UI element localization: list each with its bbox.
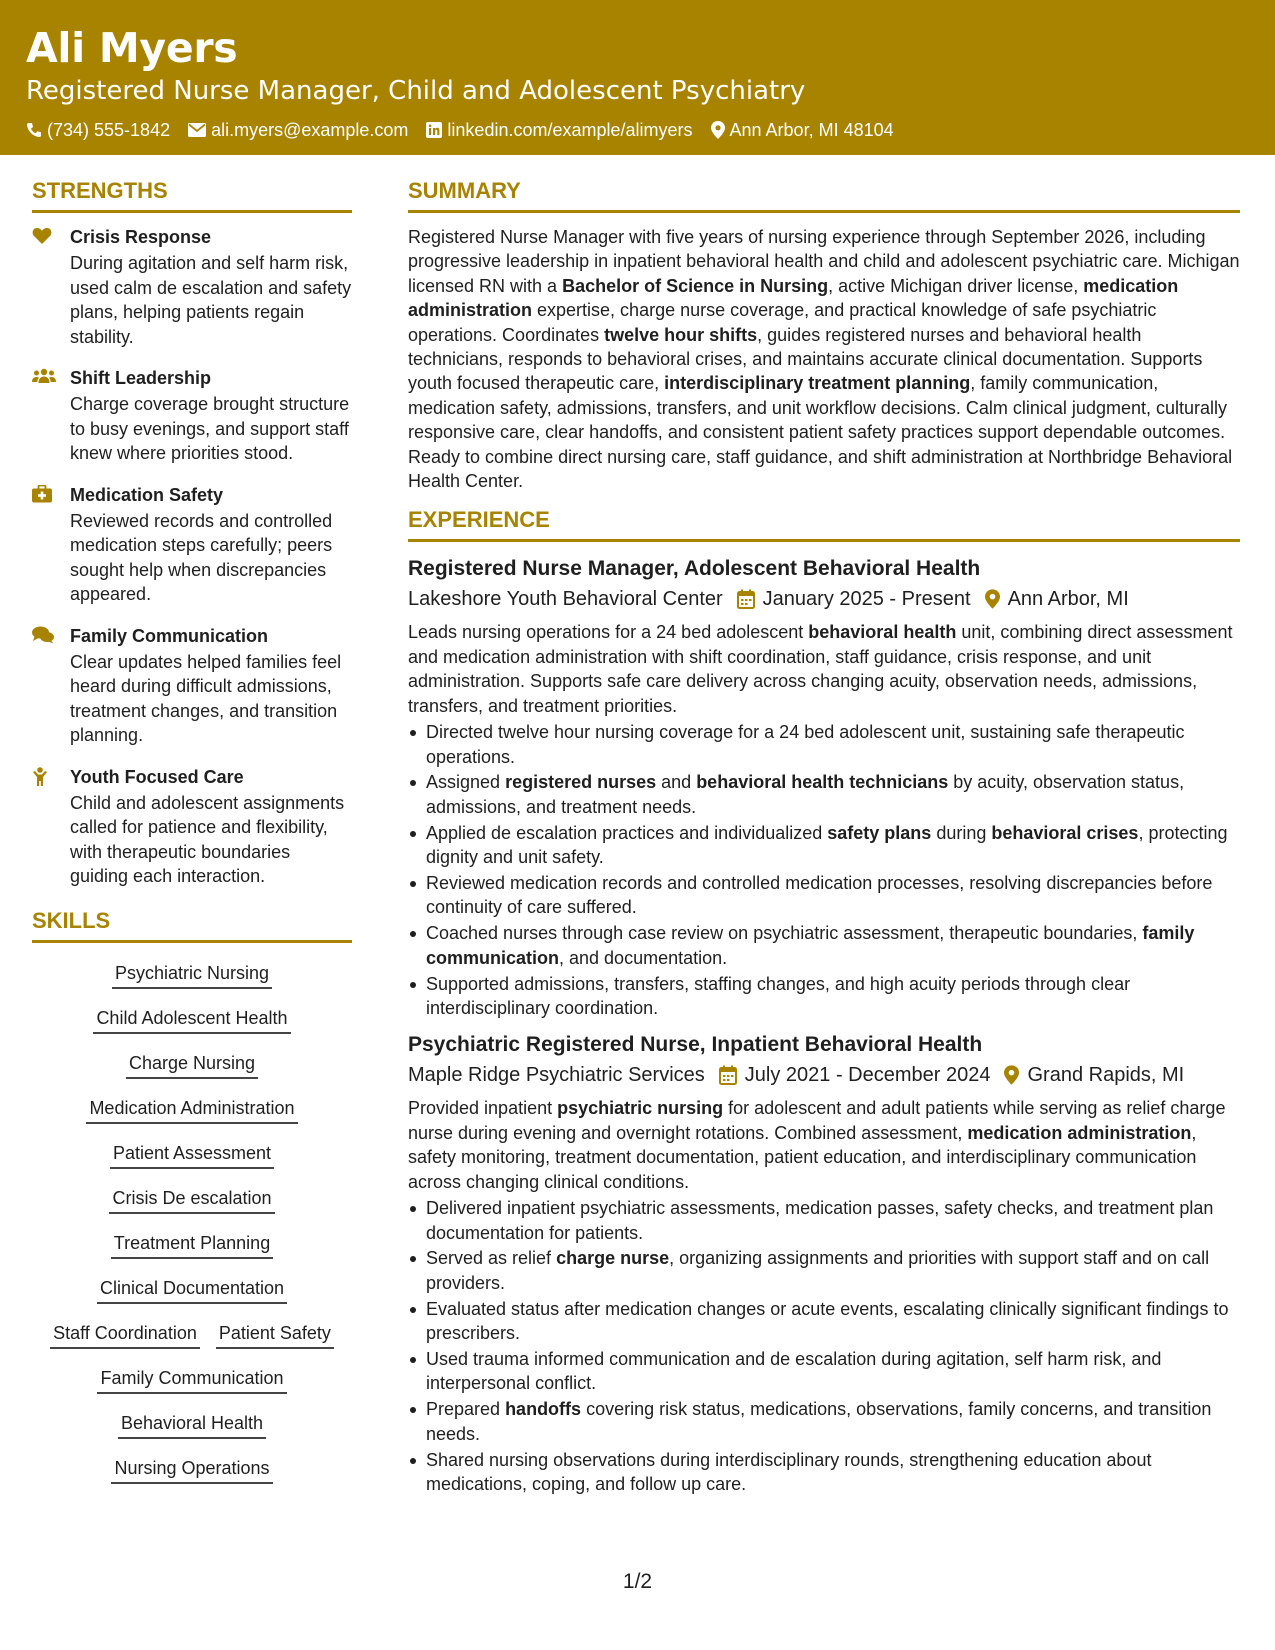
job-bullets	[408, 720, 1240, 1020]
skill-tag: Charge Nursing	[126, 1051, 258, 1079]
strength-item	[32, 483, 352, 607]
child-icon	[32, 767, 48, 787]
strength-item	[32, 225, 352, 349]
job-bullet: Coached nurses through case review on psychiatric assessment, therapeutic boundaries, family communication, and documentation.	[408, 921, 1240, 970]
job-meta	[408, 1060, 1240, 1090]
skill-tag: Nursing Operations	[111, 1456, 272, 1484]
strength-title: Shift Leadership	[70, 368, 212, 388]
phone-icon	[26, 122, 42, 138]
job-dates-text: July 2021 - December 2024	[744, 1064, 991, 1087]
comments-icon	[32, 626, 54, 644]
job-location	[985, 584, 1129, 614]
job-dates-text: January 2025 - Present	[762, 588, 971, 611]
calendar-icon	[737, 589, 755, 609]
strength-item	[32, 366, 352, 466]
job-bullet: Assigned registered nurses and behavioral health technicians by acuity, observation status, admissions, and treatment needs.	[408, 770, 1240, 819]
skill-tag: Treatment Planning	[111, 1231, 273, 1259]
job-location	[1004, 1060, 1184, 1090]
skill-tag: Psychiatric Nursing	[112, 961, 272, 989]
right-column	[408, 176, 1240, 1506]
job-description: Provided inpatient psychiatric nursing for adolescent and adult patients while serving as relief charge nurse during evening and overnight rotations. Combined assessment, medication administration, safety monitoring, treatment documentation, patient education, and interdisciplinary communication across changing clinical conditions.	[408, 1098, 1226, 1192]
map-pin-icon	[985, 589, 1000, 609]
skill-tag: Clinical Documentation	[97, 1276, 287, 1304]
job-entry	[408, 1030, 1240, 1496]
medkit-icon	[32, 485, 52, 503]
skill-tag: Behavioral Health	[118, 1411, 266, 1439]
strength-title: Youth Focused Care	[70, 766, 244, 787]
contact-bar	[26, 118, 1249, 142]
users-icon	[32, 368, 56, 384]
contact-linkedin[interactable]	[426, 118, 692, 142]
job-dates	[719, 1060, 991, 1090]
experience-heading: EXPERIENCE	[408, 505, 1240, 542]
skills-list	[32, 955, 352, 1501]
calendar-icon	[719, 1065, 737, 1085]
map-pin-icon	[711, 121, 725, 139]
job-location-text: Grand Rapids, MI	[1027, 1064, 1185, 1087]
strength-text: Reviewed records and controlled medication steps carefully; peers sought help when discrepancies appeared.	[70, 510, 333, 604]
location-text: Ann Arbor, MI 48104	[729, 120, 894, 140]
strength-title: Family Communication	[70, 625, 269, 646]
strengths-heading: STRENGTHS	[32, 176, 352, 213]
job-bullets	[408, 1196, 1240, 1496]
contact-phone[interactable]	[26, 118, 170, 142]
job-location-text: Ann Arbor, MI	[1007, 588, 1129, 611]
strength-text: Charge coverage brought structure to busy evenings, and support staff knew where priorities stood.	[70, 394, 350, 463]
job-meta	[408, 584, 1240, 614]
job-bullet: Shared nursing observations during interdisciplinary rounds, strengthening education about medications, coping, and follow up care.	[408, 1448, 1240, 1497]
page-number: 1/2	[622, 1570, 653, 1593]
job-bullet: Reviewed medication records and controlled medication processes, resolving discrepancies before continuity of care suffered.	[408, 871, 1240, 920]
job-company: Maple Ridge Psychiatric Services	[408, 1064, 705, 1087]
strength-item	[32, 624, 352, 748]
strength-title: Crisis Response	[70, 227, 212, 247]
email-text: ali.myers@example.com	[211, 120, 409, 140]
summary-text: Registered Nurse Manager with five years of nursing experience through September 2026, including progressive leadership in inpatient behavioral health and child and adolescent psychiatric care. Michigan licensed RN with a Bachelor of Science in Nursing, active Michigan driver license, medication administration expertise, charge nurse coverage, and practical knowledge of safe psychiatric operations. Coordinates twelve hour shifts, guides registered nurses and behavioral health technicians, responds to behavioral crises, and maintains accurate clinical documentation. Supports youth focused therapeutic care, interdisciplinary treatment planning, family communication, medication safety, admissions, transfers, and unit workflow decisions. Calm clinical judgment, culturally responsive care, clear handoffs, and consistent patient safety practices support dependable outcomes. Ready to combine direct nursing care, staff guidance, and shift administration at Northbridge Behavioral Health Center.	[408, 227, 1240, 492]
skill-tag: Child Adolescent Health	[93, 1006, 290, 1034]
job-bullet: Directed twelve hour nursing coverage for a 24 bed adolescent unit, sustaining safe therapeutic operations.	[408, 720, 1240, 769]
skill-tag: Crisis De escalation	[109, 1186, 274, 1214]
job-bullet: Applied de escalation practices and individualized safety plans during behavioral crises, protecting dignity and unit safety.	[408, 821, 1240, 870]
strength-text: Child and adolescent assignments called for patience and flexibility, with therapeutic boundaries guiding each interaction.	[70, 792, 345, 886]
skill-tag: Staff Coordination	[50, 1321, 200, 1349]
candidate-role: Registered Nurse Manager, Child and Adolescent Psychiatry	[26, 76, 806, 106]
linkedin-icon	[426, 122, 442, 138]
job-bullet: Evaluated status after medication changes or acute events, escalating clinically significant findings to prescribers.	[408, 1297, 1240, 1346]
skills-heading: SKILLS	[32, 906, 352, 943]
phone-text: (734) 555-1842	[47, 120, 171, 140]
map-pin-icon	[1004, 1065, 1019, 1085]
skill-tag: Patient Safety	[216, 1321, 334, 1349]
job-dates	[737, 584, 971, 614]
candidate-name: Ali Myers	[26, 24, 238, 72]
summary-heading: SUMMARY	[408, 176, 1240, 213]
linkedin-text: linkedin.com/example/alimyers	[447, 120, 693, 140]
heart-icon	[32, 227, 52, 245]
contact-email[interactable]	[188, 118, 408, 142]
skill-tag: Patient Assessment	[110, 1141, 274, 1169]
job-title: Registered Nurse Manager, Adolescent Behavioral Health	[408, 557, 981, 581]
job-bullet: Served as relief charge nurse, organizing assignments and priorities with support staff and on call providers.	[408, 1246, 1240, 1295]
skill-tag: Medication Administration	[86, 1096, 297, 1124]
left-column	[32, 176, 352, 1501]
strength-item	[32, 765, 352, 889]
job-bullet: Prepared handoffs covering risk status, medications, observations, family concerns, and transition needs.	[408, 1397, 1240, 1446]
job-bullet: Used trauma informed communication and de escalation during agitation, self harm risk, and interpersonal conflict.	[408, 1347, 1240, 1396]
skill-tag: Family Communication	[97, 1366, 286, 1394]
job-entry	[408, 554, 1240, 1020]
job-bullet: Supported admissions, transfers, staffing changes, and high acuity periods through clear interdisciplinary coordination.	[408, 972, 1240, 1021]
strength-text: During agitation and self harm risk, used calm de escalation and safety plans, helping patients regain stability.	[70, 253, 352, 347]
envelope-icon	[188, 123, 206, 137]
contact-location	[711, 118, 894, 142]
job-description: Leads nursing operations for a 24 bed adolescent behavioral health unit, combining direct assessment and medication administration with shift coordination, staff guidance, crisis response, and unit administration. Supports safe care delivery across changing acuity, observation needs, admissions, transfers, and treatment priorities.	[408, 622, 1233, 716]
job-title: Psychiatric Registered Nurse, Inpatient Behavioral Health	[408, 1033, 983, 1057]
strength-title: Medication Safety	[70, 484, 224, 505]
job-bullet: Delivered inpatient psychiatric assessments, medication passes, safety checks, and treatment plan documentation for patients.	[408, 1196, 1240, 1245]
resume-header	[0, 0, 1275, 155]
job-company: Lakeshore Youth Behavioral Center	[408, 588, 723, 611]
strength-text: Clear updates helped families feel heard during difficult admissions, treatment changes, and transition planning.	[70, 651, 342, 745]
